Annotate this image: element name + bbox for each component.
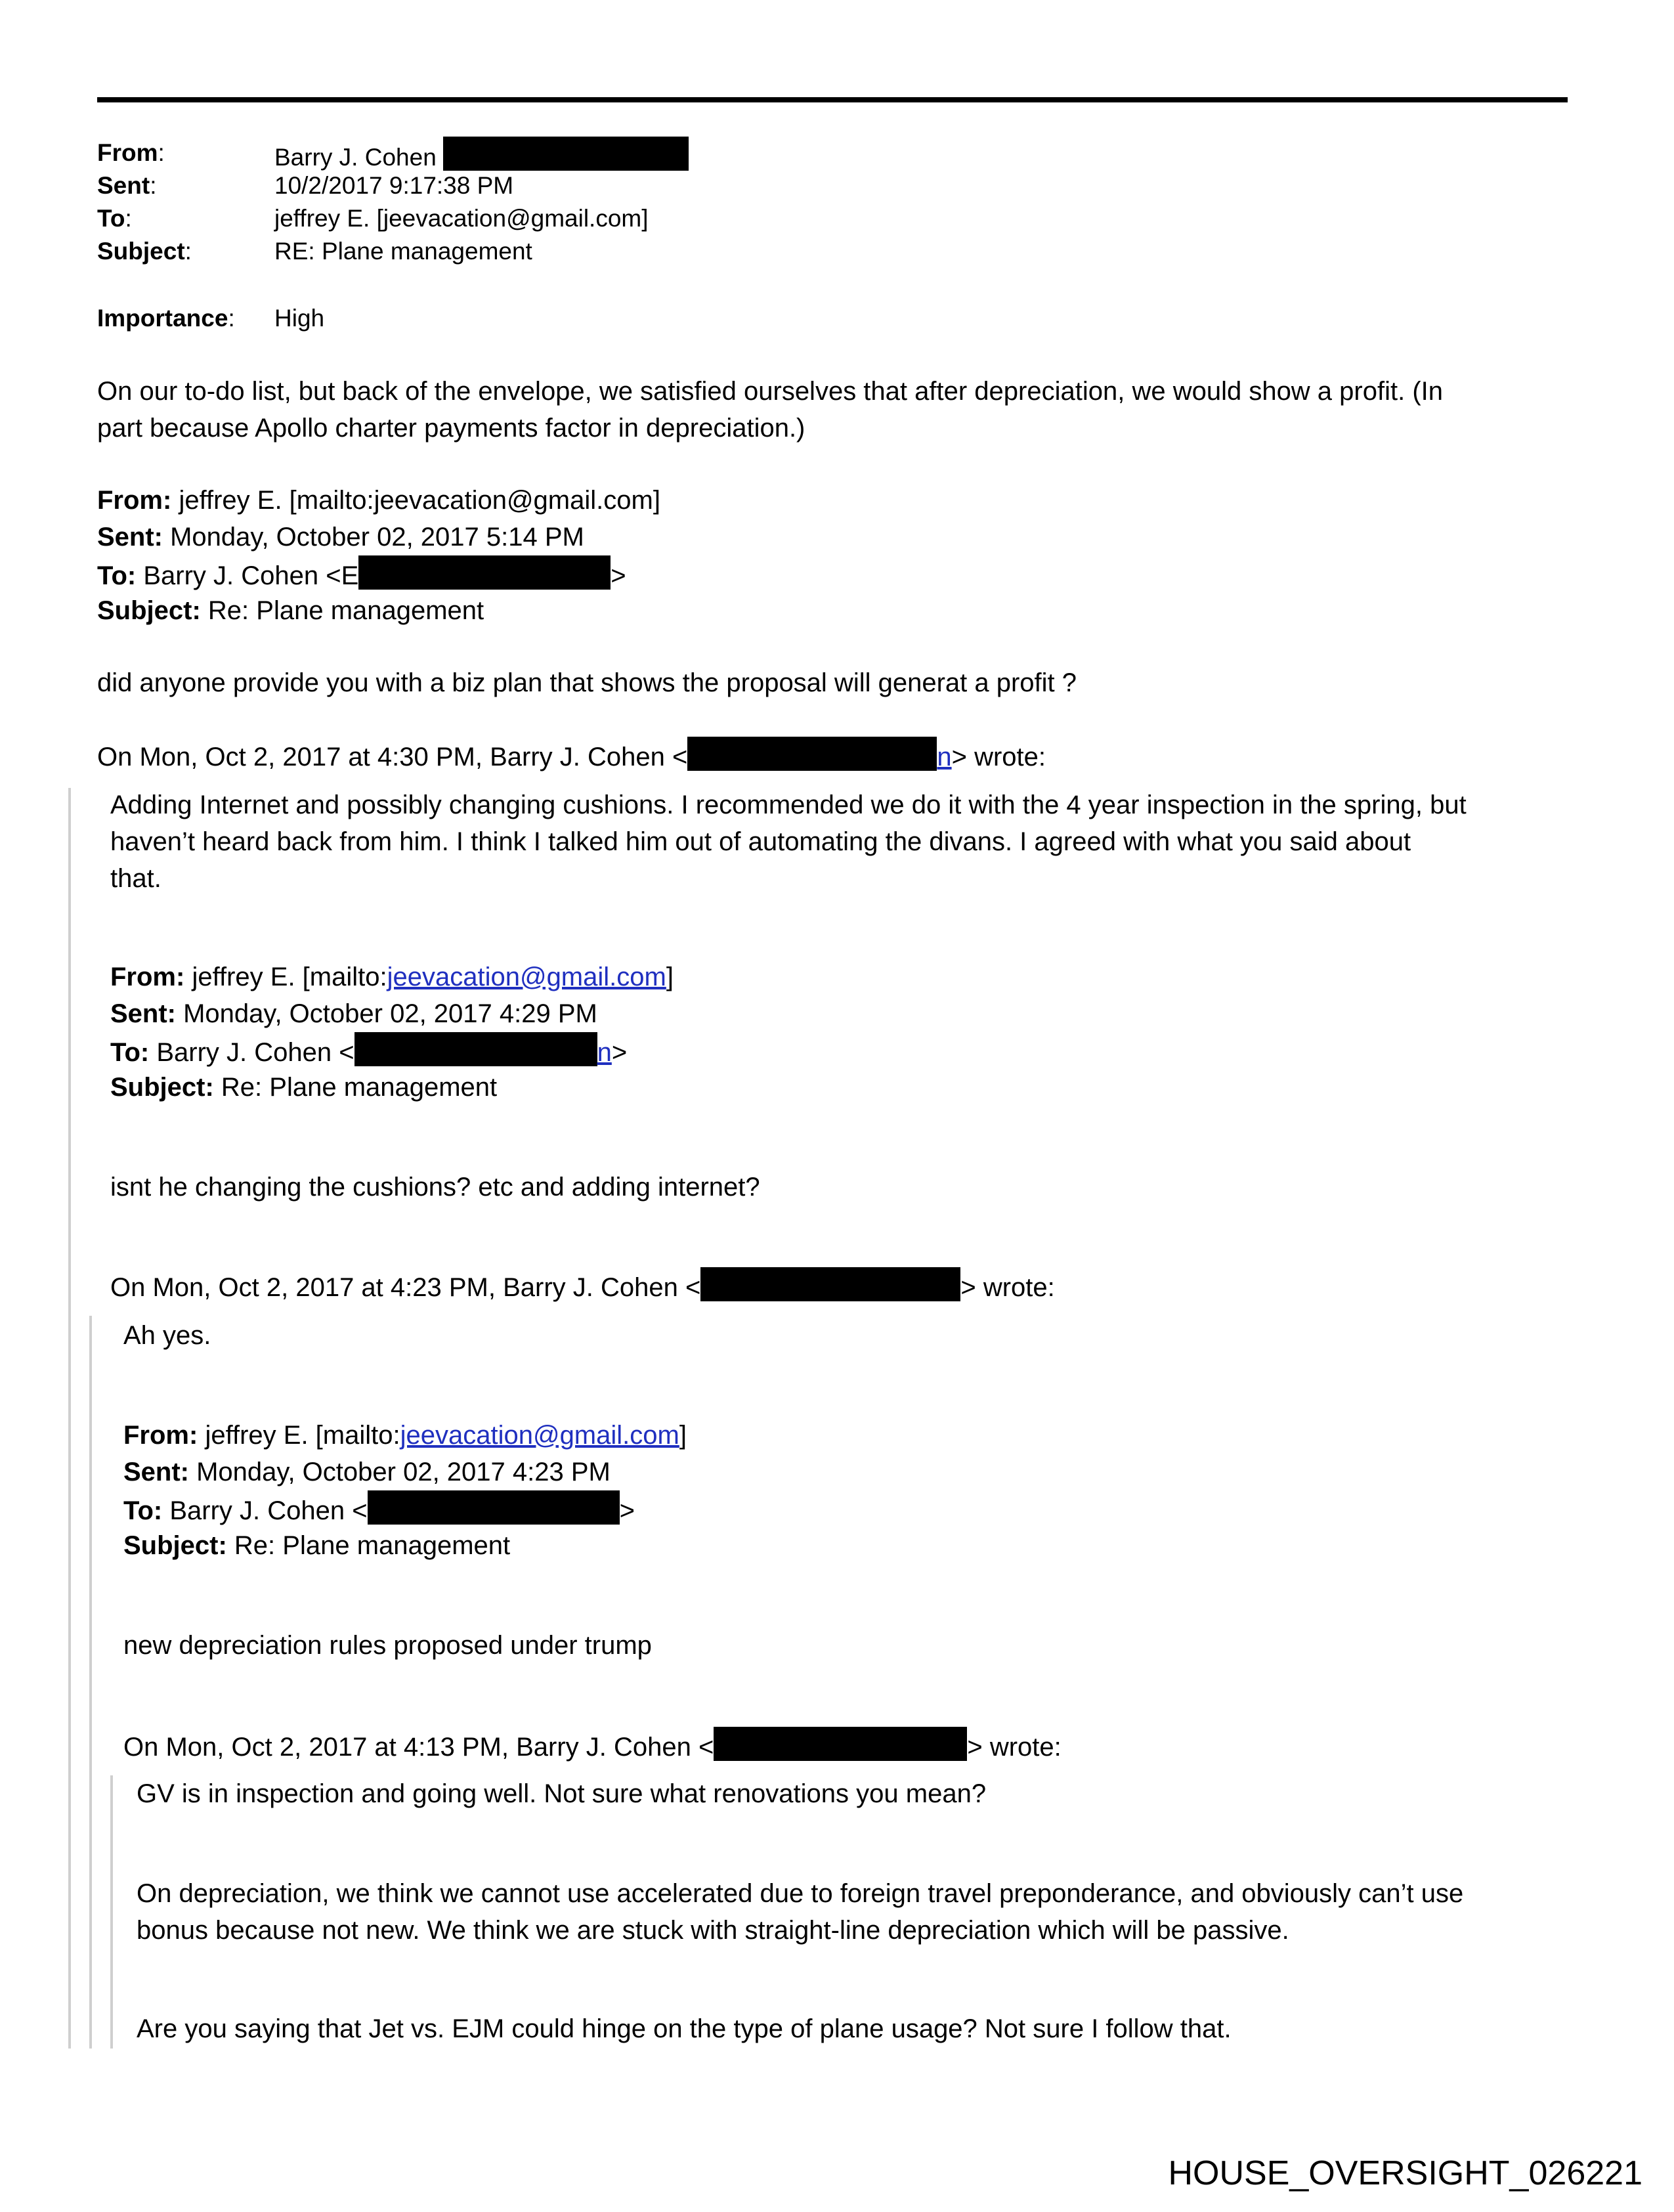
quote-bar-level-1 xyxy=(68,788,71,2049)
header-subject-value: RE: Plane management xyxy=(274,238,532,265)
header-sent-label: Sent: xyxy=(97,172,157,199)
msg4-to: To: Barry J. Cohen < > xyxy=(123,1490,635,1529)
msg4-from: From: jeffrey E. [mailto:jeevacation@gmail.com] xyxy=(123,1421,687,1450)
msg4-subject: Subject: Re: Plane management xyxy=(123,1531,511,1560)
redaction-box xyxy=(714,1727,967,1761)
msg3-line-3: that. xyxy=(110,864,161,893)
header-to-label: To: xyxy=(97,205,132,232)
header-from-value: Barry J. Cohen xyxy=(274,137,689,174)
msg5-line-1: GV is in inspection and going well. Not sure what renovations you mean? xyxy=(137,1779,987,1808)
msg3-from: From: jeffrey E. [mailto:jeevacation@gmail.com] xyxy=(110,963,674,991)
redaction-box xyxy=(368,1490,620,1525)
msg3-wrote-line: On Mon, Oct 2, 2017 at 4:23 PM, Barry J. Cohen < > wrote: xyxy=(110,1267,1055,1306)
msg2-sent: Sent: Monday, October 02, 2017 5:14 PM xyxy=(97,523,584,552)
body-line-1: On our to-do list, but back of the envelope, we satisfied ourselves that after depreciation, we would show a profit. (In xyxy=(97,377,1443,406)
msg3-line-2: haven’t heard back from him. I think I talked him out of automating the divans. I agreed with what you said about xyxy=(110,827,1411,856)
redaction-box xyxy=(687,737,937,771)
top-rule xyxy=(97,97,1568,102)
msg5-line-4: Are you saying that Jet vs. EJM could hinge on the type of plane usage? Not sure I follow that. xyxy=(137,2014,1232,2043)
msg2-from: From: jeffrey E. [mailto:jeevacation@gmail.com] xyxy=(97,486,660,515)
msg2-wrote-line: On Mon, Oct 2, 2017 at 4:30 PM, Barry J. Cohen < n> wrote: xyxy=(97,737,1046,775)
msg5-line-2: On depreciation, we think we cannot use accelerated due to foreign travel preponderance, and obviously can’t use xyxy=(137,1879,1464,1908)
quote-bar-level-3 xyxy=(110,1775,113,2049)
email-link[interactable]: jeevacation@gmail.com xyxy=(387,963,666,991)
msg2-subject: Subject: Re: Plane management xyxy=(97,596,484,625)
body-line-2: part because Apollo charter payments factor in depreciation.) xyxy=(97,414,805,443)
header-from-label: From: xyxy=(97,139,165,166)
bates-number: HOUSE_OVERSIGHT_026221 xyxy=(1168,2154,1642,2192)
redaction-box xyxy=(354,1032,597,1066)
msg2-to: To: Barry J. Cohen <E > xyxy=(97,555,626,594)
header-importance-value: High xyxy=(274,305,325,332)
redaction-box xyxy=(443,137,689,171)
email-link[interactable]: jeevacation@gmail.com xyxy=(400,1421,679,1450)
msg3-line-1: Adding Internet and possibly changing cushions. I recommended we do it with the 4 year inspection in the spring, but xyxy=(110,791,1467,819)
msg4-line-1: Ah yes. xyxy=(123,1321,211,1350)
msg2-body: did anyone provide you with a biz plan that shows the proposal will generat a profit ? xyxy=(97,668,1077,697)
header-sent-value: 10/2/2017 9:17:38 PM xyxy=(274,172,514,199)
msg3-body: isnt he changing the cushions? etc and adding internet? xyxy=(110,1173,760,1202)
msg3-to: To: Barry J. Cohen < n> xyxy=(110,1032,627,1071)
header-importance-label: Importance: xyxy=(97,305,235,332)
redaction-box xyxy=(358,555,611,590)
header-subject-label: Subject: xyxy=(97,238,192,265)
msg4-sent: Sent: Monday, October 02, 2017 4:23 PM xyxy=(123,1458,611,1486)
msg3-sent: Sent: Monday, October 02, 2017 4:29 PM xyxy=(110,999,597,1028)
redaction-box xyxy=(700,1267,960,1301)
msg5-line-3: bonus because not new. We think we are stuck with straight-line depreciation which will be passive. xyxy=(137,1916,1289,1945)
msg3-subject: Subject: Re: Plane management xyxy=(110,1073,498,1102)
msg4-wrote-line: On Mon, Oct 2, 2017 at 4:13 PM, Barry J. Cohen < > wrote: xyxy=(123,1727,1062,1766)
header-to-value: jeffrey E. [jeevacation@gmail.com] xyxy=(274,205,649,232)
msg4-body: new depreciation rules proposed under trump xyxy=(123,1631,652,1660)
quote-bar-level-2 xyxy=(89,1316,92,2049)
